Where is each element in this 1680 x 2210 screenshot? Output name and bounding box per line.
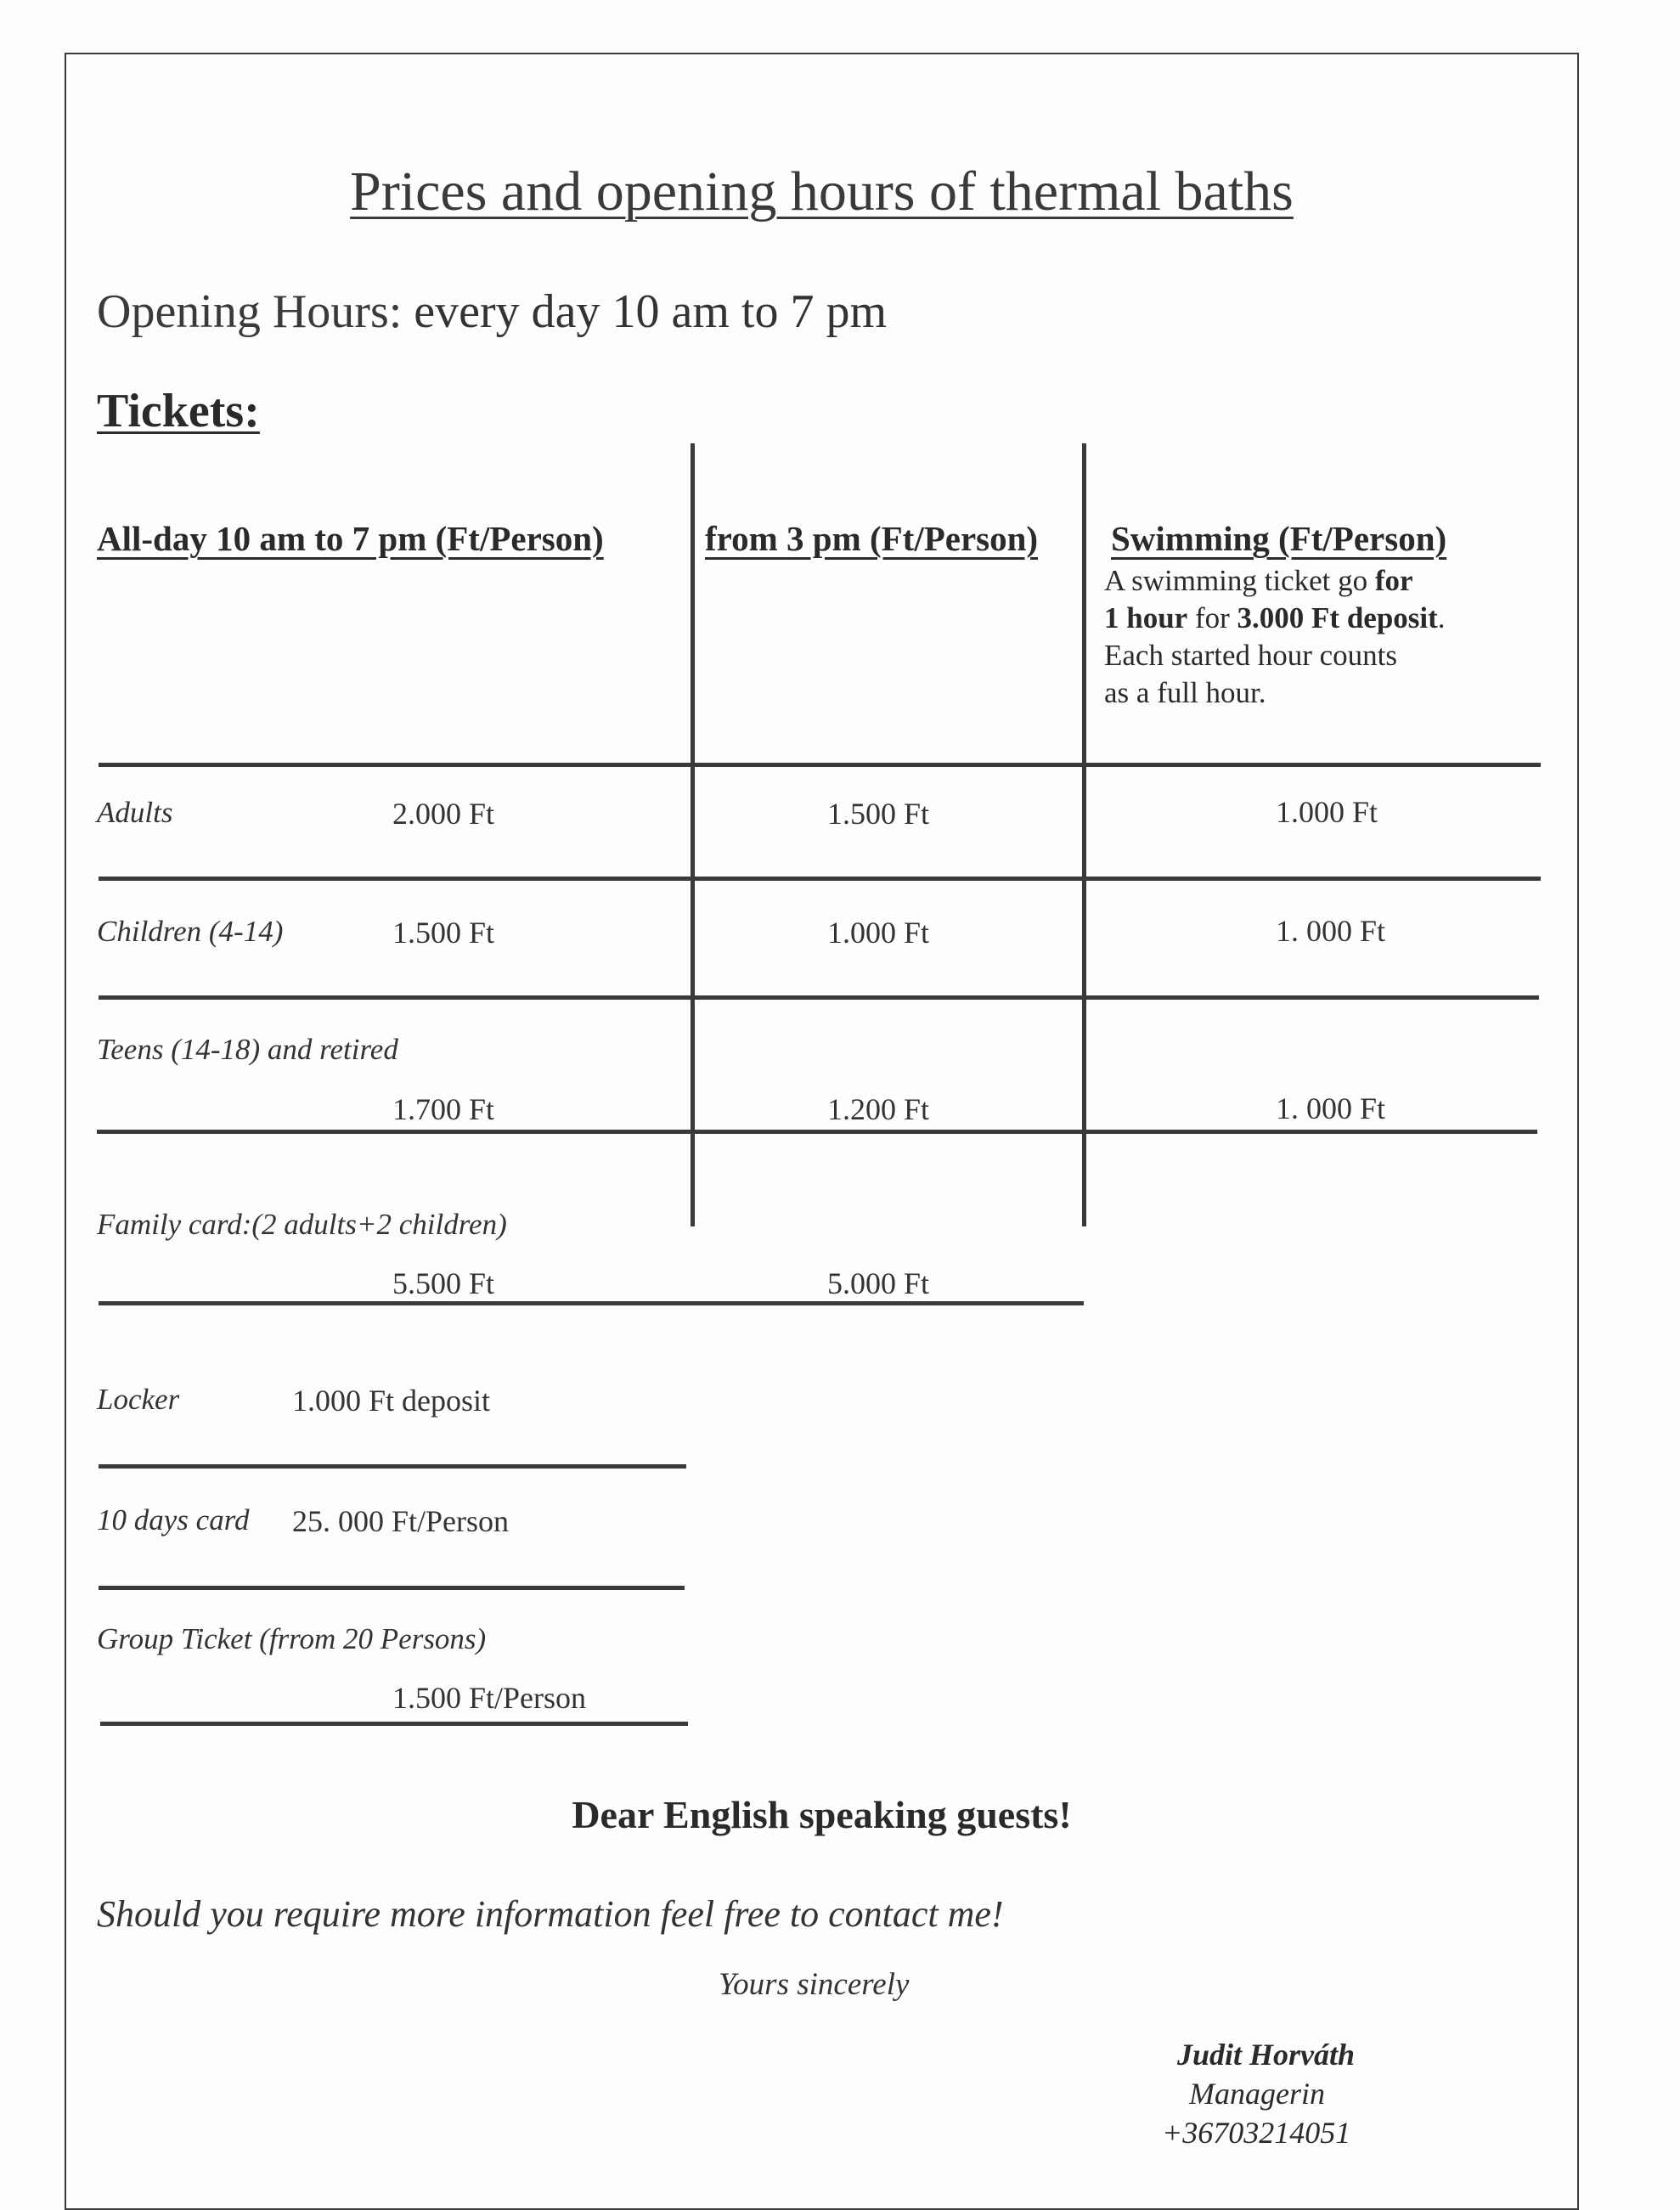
row-label-children: Children (4-14) bbox=[97, 915, 284, 948]
tickets-heading: Tickets: bbox=[97, 385, 260, 437]
signature-role: Managerin bbox=[1189, 2077, 1325, 2111]
row-separator-children bbox=[99, 995, 1539, 1000]
adults-from3-price: 1.500 Ft bbox=[827, 797, 930, 831]
table-divider-1 bbox=[691, 443, 695, 1226]
children-swimming-price: 1. 000 Ft bbox=[1276, 914, 1386, 948]
signature-name: Judit Horváth bbox=[1177, 2038, 1356, 2072]
teens-from3-price: 1.200 Ft bbox=[827, 1092, 930, 1126]
row-separator-header bbox=[99, 763, 1541, 767]
row-separator-family bbox=[99, 1301, 1084, 1305]
row-label-group: Group Ticket (frrom 20 Persons) bbox=[97, 1622, 487, 1655]
row-separator-group bbox=[100, 1722, 688, 1726]
swimming-note-line-4: as a full hour. bbox=[1104, 676, 1266, 709]
row-separator-ten-days bbox=[99, 1586, 685, 1590]
row-separator-adults bbox=[99, 877, 1541, 881]
table-divider-2 bbox=[1082, 443, 1086, 1226]
column-header-allday: All-day 10 am to 7 pm (Ft/Person) bbox=[97, 519, 604, 558]
group-price: 1.500 Ft/Person bbox=[392, 1681, 587, 1715]
teens-allday-price: 1.700 Ft bbox=[392, 1092, 495, 1126]
swimming-note-text-2: for bbox=[1187, 601, 1237, 634]
adults-allday-price: 2.000 Ft bbox=[392, 797, 495, 831]
contact-invitation: Should you require more information feel free to contact me! bbox=[97, 1893, 1004, 1935]
opening-hours-value: every day 10 am to 7 pm bbox=[414, 285, 888, 338]
locker-price: 1.000 Ft deposit bbox=[292, 1384, 491, 1418]
row-separator-locker bbox=[99, 1464, 686, 1469]
swimming-note-bold-for: for bbox=[1374, 564, 1413, 597]
page-title: Prices and opening hours of thermal baths bbox=[350, 161, 1294, 223]
swimming-note-line-3: Each started hour counts bbox=[1104, 639, 1398, 672]
swimming-note bbox=[1104, 562, 1512, 712]
row-separator-teens bbox=[97, 1130, 1537, 1134]
swimming-note-bold-hour: 1 hour bbox=[1104, 601, 1188, 634]
row-label-ten-days: 10 days card bbox=[97, 1503, 250, 1536]
row-label-family: Family card:(2 adults+2 children) bbox=[97, 1208, 507, 1241]
row-label-teens: Teens (14-18) and retired bbox=[97, 1033, 398, 1066]
signature-phone: +36703214051 bbox=[1162, 2116, 1351, 2150]
column-header-swimming: Swimming (Ft/Person) bbox=[1111, 519, 1447, 558]
children-from3-price: 1.000 Ft bbox=[827, 916, 930, 950]
greeting-heading: Dear English speaking guests! bbox=[572, 1793, 1072, 1836]
row-label-locker: Locker bbox=[97, 1383, 180, 1416]
swimming-note-text-1: A swimming ticket go bbox=[1104, 564, 1375, 597]
ten-days-price: 25. 000 Ft/Person bbox=[292, 1504, 510, 1538]
adults-swimming-price: 1.000 Ft bbox=[1276, 795, 1378, 829]
opening-hours bbox=[97, 285, 887, 339]
column-header-from3: from 3 pm (Ft/Person) bbox=[705, 519, 1039, 558]
family-from3-price: 5.000 Ft bbox=[827, 1266, 930, 1300]
teens-swimming-price: 1. 000 Ft bbox=[1276, 1091, 1386, 1125]
row-label-adults: Adults bbox=[97, 796, 173, 829]
swimming-note-bold-deposit: 3.000 Ft deposit bbox=[1237, 601, 1438, 634]
opening-hours-label: Opening Hours: bbox=[97, 285, 403, 338]
closing-sincerely: Yours sincerely bbox=[719, 1967, 910, 2002]
children-allday-price: 1.500 Ft bbox=[392, 916, 495, 950]
swimming-note-text-3: . bbox=[1437, 601, 1446, 634]
family-allday-price: 5.500 Ft bbox=[392, 1266, 495, 1300]
